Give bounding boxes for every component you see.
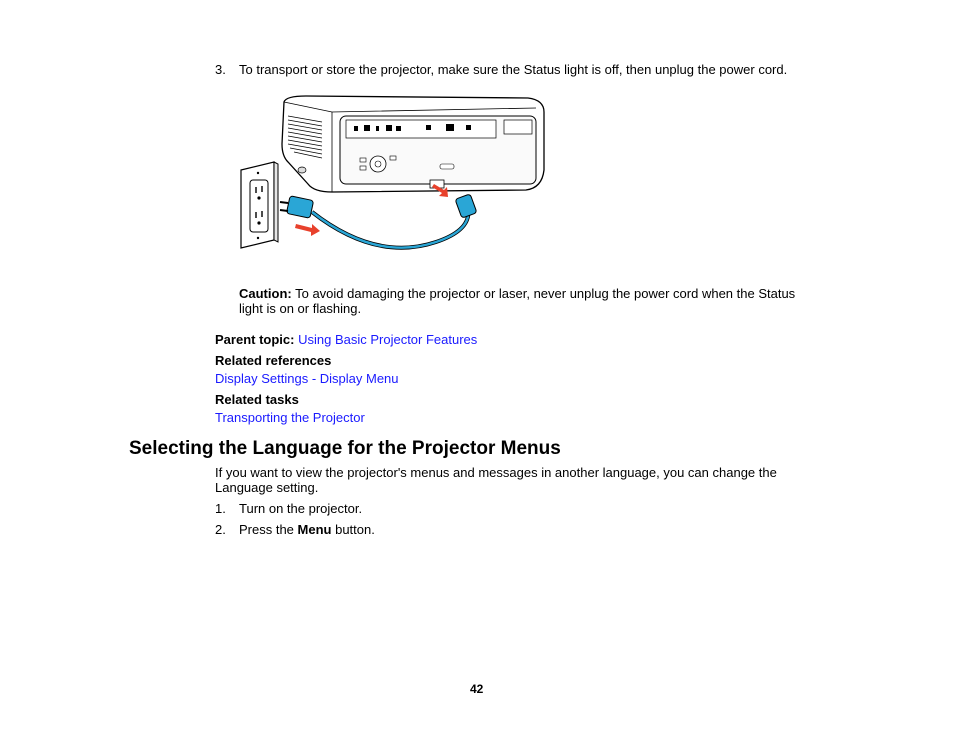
caution-text-1: To avoid damaging the projector or laser, never unplug the power cord when the Status xyxy=(291,286,796,301)
step-1-number: 1. xyxy=(215,501,226,516)
section-title: Selecting the Language for the Projector Menus xyxy=(129,438,561,459)
step-3-number: 3. xyxy=(215,62,226,77)
step-2-post: button. xyxy=(331,522,375,537)
related-references-heading: Related references xyxy=(215,353,332,368)
step-2-number: 2. xyxy=(215,522,226,537)
transporting-projector-link[interactable]: Transporting the Projector xyxy=(215,410,365,425)
section-intro-line-2: Language setting. xyxy=(215,480,319,495)
parent-topic-label: Parent topic: xyxy=(215,332,295,347)
caution-label: Caution: xyxy=(239,286,292,301)
page-number: 42 xyxy=(470,682,484,696)
menu-button-label: Menu xyxy=(297,522,332,537)
step-3-text: To transport or store the projector, make sure the Status light is off, then unplug the power cord. xyxy=(239,62,788,77)
wall-plug-icon xyxy=(280,196,314,219)
parent-topic-link[interactable]: Using Basic Projector Features xyxy=(298,332,478,347)
caution-line-2: light is on or flashing. xyxy=(239,301,362,316)
projector-plug-icon xyxy=(455,194,477,218)
section-intro-line-1: If you want to view the projector's menus and messages in another language, you can change the xyxy=(215,465,777,480)
step-2-text xyxy=(239,522,375,538)
step-2-pre: Press the xyxy=(239,522,298,537)
projector-icon xyxy=(282,96,544,192)
wall-outlet-icon xyxy=(241,162,278,248)
related-tasks-heading: Related tasks xyxy=(215,392,299,407)
step-1-text: Turn on the projector. xyxy=(239,501,363,516)
parent-topic xyxy=(215,332,477,348)
unplug-projector-illustration xyxy=(236,92,550,252)
caution-line-1 xyxy=(239,286,795,302)
display-settings-link[interactable]: Display Settings - Display Menu xyxy=(215,371,399,386)
